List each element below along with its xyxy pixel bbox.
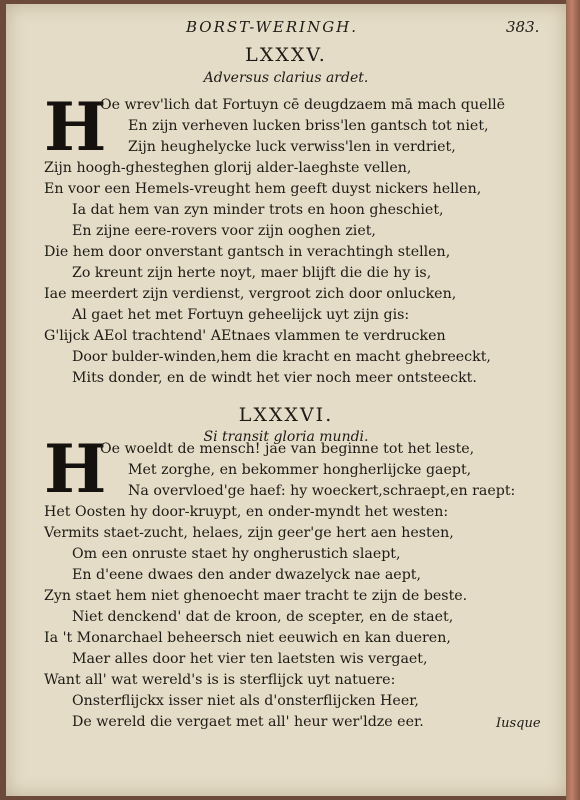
verse-line: En zijne eere-rovers voor zijn ooghen ziet, [72,223,376,239]
verse-line: Maer alles door het vier ten laetsten wis vergaet, [72,651,428,667]
verse-line: En d'eene dwaes den ander dwazelyck nae aept, [72,567,421,583]
verse-line: Mits donder, en de windt het vier noch meer ontsteeckt. [72,370,477,386]
verse-line: Om een onruste staet hy ongherustich slaept, [72,546,401,562]
verse-line: En voor een Hemels-vreught hem geeft duyst nickers hellen, [44,181,482,197]
verse-line: Want all' wat wereld's is is sterflijck uyt natuere: [44,672,396,688]
running-title: BORST-WERINGH. [186,18,359,36]
poem-number: LXXXVI. [238,404,334,426]
show-through-text [526,64,570,704]
verse-line: Zyn staet hem niet ghenoecht maer tracht te zijn de beste. [44,588,468,604]
verse-line: Ia dat hem van zyn minder trots en hoon gheschiet, [72,202,444,218]
verse-line: De wereld die vergaet met all' heur wer'ldze eer. [72,714,424,730]
verse-line: Zijn hoogh-ghesteghen glorij alder-laeghste vellen, [44,160,412,176]
verse-line: En zijn verheven lucken briss'len gantsch tot niet, [128,118,489,134]
poem-motto: Adversus clarius ardet. [203,70,369,86]
verse-line: Ia 't Monarchael beheersch niet eeuwich en kan dueren, [44,630,451,646]
book-page [6,4,566,796]
verse-line: G'lijck AEol trachtend' AEtnaes vlammen te verdrucken [44,328,446,344]
poem-number: LXXXV. [245,44,327,66]
verse-line: Het Oosten hy door-kruypt, en onder-myndt het westen: [44,504,449,520]
drop-capital: H [44,88,107,166]
catchword: Iusque [496,716,541,731]
verse-line: Die hem door onverstant gantsch in verachtingh stellen, [44,244,451,260]
verse-line: Vermits staet-zucht, helaes, zijn geer'ge hert aen hesten, [44,525,454,541]
verse-line: Iae meerdert zijn verdienst, vergroot zich door onlucken, [44,286,457,302]
verse-line: Met zorghe, en bekommer hongherlijcke gaept, [128,462,472,478]
verse-line: Oe wrev'lich dat Fortuyn cē deugdzaem mā mach quellē [100,97,506,113]
verse-line: Oe woeldt de mensch! jae van beginne tot het leste, [100,441,475,457]
verse-line: Al gaet het met Fortuyn geheelijck uyt zijn gis: [72,307,410,323]
poem-motto: Si transit gloria mundi. [203,429,369,445]
page-number: 383. [506,18,540,36]
verse-line: Zo kreunt zijn herte noyt, maer blijft die die hy is, [72,265,432,281]
verse-line: Door bulder-winden,hem die kracht en macht ghebreeckt, [72,349,491,365]
verse-line: Zijn heughelycke luck verwiss'len in verdriet, [128,139,456,155]
verse-line: Onsterflijckx isser niet als d'onsterflijcken Heer, [72,693,419,709]
verse-line: Niet denckend' dat de kroon, de scepter, en de staet, [72,609,454,625]
verse-line: Na overvloed'ge haef: hy woeckert,schraept,en raept: [128,483,516,499]
drop-capital: H [44,430,107,508]
